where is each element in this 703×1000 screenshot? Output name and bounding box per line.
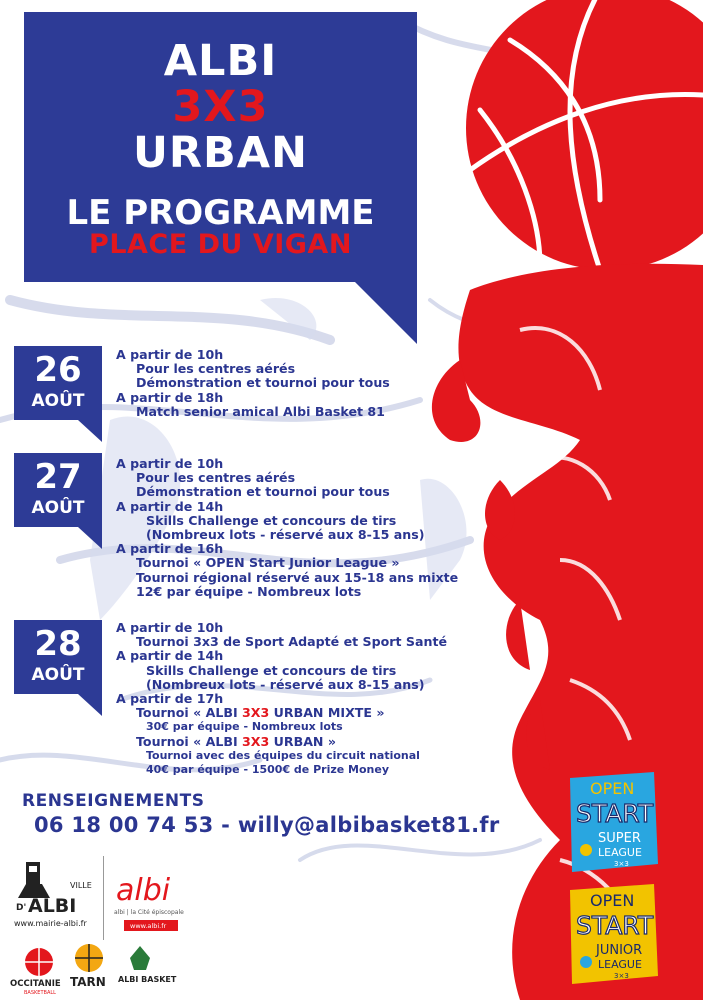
event-detail: 30€ par équipe - Nombreux lots <box>146 720 343 734</box>
tarn-logo <box>68 940 110 996</box>
date-badge-26 <box>14 346 102 420</box>
ville-d-label: D' <box>16 903 27 913</box>
open-start-super-league-badge <box>562 768 662 876</box>
date-month: AOÛT <box>31 391 85 411</box>
time-line: A partir de 17h <box>116 691 224 707</box>
event-detail: 40€ par équipe - 1500€ de Prize Money <box>146 763 390 777</box>
subtitle-programme: LE PROGRAMME <box>66 193 375 233</box>
contact-title: RENSEIGNEMENTS <box>22 791 205 811</box>
albi-basket-logo <box>116 944 177 992</box>
badge-open-label: OPEN <box>590 779 635 798</box>
date-day: 27 <box>34 457 82 497</box>
badge-start-label: START <box>576 911 654 940</box>
albi-basket-label: ALBI BASKET <box>118 975 177 984</box>
badge-league-label: LEAGUE <box>598 958 642 971</box>
open-start-junior-league-badge <box>562 880 662 988</box>
occitanie-label: OCCITANIE <box>10 979 61 989</box>
ville-small-label: VILLE <box>70 881 92 890</box>
event-line: (Nombreux lots - réservé aux 8-15 ans) <box>146 527 425 543</box>
title-albi: ALBI <box>163 36 278 86</box>
date-month: AOÛT <box>31 665 85 685</box>
event-3x3: 3X3 <box>242 705 270 721</box>
badge-3x3-label: 3×3 <box>614 972 629 980</box>
albi-brand-label: albi <box>116 873 171 908</box>
time-line: A partir de 10h <box>116 347 224 362</box>
time-line: A partir de 14h <box>116 498 224 514</box>
event-line: Tournoi régional réservé aux 15-18 ans mixte <box>136 569 459 585</box>
program-day-26 <box>116 348 390 419</box>
event-text: Tournoi « ALBI <box>136 705 243 721</box>
badge-3x3-label: 3×3 <box>614 860 629 868</box>
contact-line <box>34 813 499 837</box>
contact-phone[interactable]: 06 18 00 74 53 <box>34 813 214 837</box>
ville-url-label: www.mairie-albi.fr <box>14 919 87 928</box>
ville-albi-logo <box>12 858 96 934</box>
title-urban: URBAN <box>132 128 309 178</box>
contact-separator: - <box>213 813 238 837</box>
date-badge-28 <box>14 620 102 694</box>
event-detail: Tournoi avec des équipes du circuit national <box>146 748 420 762</box>
date-day: 28 <box>34 624 82 664</box>
ville-albi-label: ALBI <box>28 895 77 917</box>
event-line: Démonstration et tournoi pour tous <box>136 375 390 391</box>
program-day-27 <box>116 457 458 599</box>
occitanie-sub-label: BASKETBALL <box>24 990 56 996</box>
event-line: 12€ par équipe - Nombreux lots <box>136 583 362 599</box>
time-line: A partir de 10h <box>116 620 224 635</box>
event-line: (Nombreux lots - réservé aux 8-15 ans) <box>146 676 425 692</box>
badge-junior-label: JUNIOR <box>596 943 643 958</box>
event-line: Tournoi « OPEN Start Junior League » <box>136 555 400 571</box>
title-3x3: 3X3 <box>172 82 269 132</box>
badge-ball-icon <box>580 844 592 856</box>
event-line <box>116 706 447 720</box>
time-line: A partir de 18h <box>116 389 224 405</box>
time-line: A partir de 16h <box>116 541 224 557</box>
program-day-28 <box>116 621 447 777</box>
contact-email[interactable]: willy@albibasket81.fr <box>237 813 500 837</box>
event-line <box>116 735 447 749</box>
logo-divider <box>103 856 104 940</box>
subtitle-place: PLACE DU VIGAN <box>89 229 352 260</box>
event-line: Skills Challenge et concours de tirs <box>146 512 397 528</box>
occitanie-basketball-logo <box>10 944 68 996</box>
badge-ball-icon <box>580 956 592 968</box>
date-month: AOÛT <box>31 498 85 518</box>
badge-super-label: SUPER <box>598 831 641 846</box>
albi-url-label: www.albi.fr <box>130 922 167 930</box>
date-badge-27 <box>14 453 102 527</box>
event-text: URBAN MIXTE » <box>269 705 385 721</box>
albi-sub-label: albi | la Cité épiscopale <box>114 909 184 916</box>
event-line: Pour les centres aérés <box>136 470 296 486</box>
event-line: Skills Challenge et concours de tirs <box>146 662 397 678</box>
tarn-label: TARN <box>70 975 106 989</box>
albi-city-logo <box>110 862 198 938</box>
time-line: A partir de 14h <box>116 648 224 664</box>
event-line: Démonstration et tournoi pour tous <box>136 484 390 500</box>
event-text: Tournoi « ALBI <box>136 733 243 749</box>
event-text: URBAN » <box>269 733 336 749</box>
badge-start-label: START <box>576 799 654 828</box>
event-line: Match senior amical Albi Basket 81 <box>136 403 385 419</box>
badge-league-label: LEAGUE <box>598 846 642 859</box>
event-line: Pour les centres aérés <box>136 361 296 377</box>
header-banner <box>24 12 417 282</box>
date-day: 26 <box>34 350 82 390</box>
event-line: Tournoi 3x3 de Sport Adapté et Sport Santé <box>136 634 448 650</box>
time-line: A partir de 10h <box>116 456 224 471</box>
event-3x3: 3X3 <box>242 733 270 749</box>
badge-open-label: OPEN <box>590 891 635 910</box>
